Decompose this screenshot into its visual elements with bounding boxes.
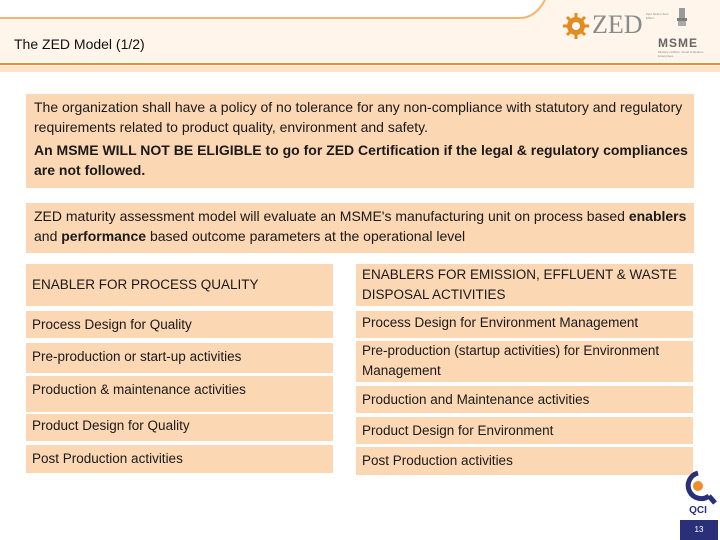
list-item-label: Process Design for Quality <box>32 317 192 332</box>
header-bar <box>0 0 720 75</box>
national-emblem-icon <box>676 6 688 28</box>
list-item-label: Product Design for Quality <box>32 418 190 433</box>
list-item-label: Product Design for Environment <box>362 423 554 438</box>
list-item-label: Post Production activities <box>362 453 513 468</box>
logo-group <box>556 4 716 62</box>
maturity-text-c: based outcome parameters at the operational level <box>146 228 466 244</box>
msme-subtitle: Ministry of Micro, Small & Medium Enterprises <box>658 50 704 58</box>
maturity-bold-performance: performance <box>61 228 147 244</box>
maturity-bold-enablers: enablers <box>628 208 687 224</box>
eligibility-warning: An MSME WILL NOT BE ELIGIBLE to go for ZED Certification if the legal & regulatory compliances are not followed. <box>34 142 688 178</box>
right-column-header-label: ENABLERS FOR EMISSION, EFFLUENT & WASTE DISPOSAL ACTIVITIES <box>362 267 678 302</box>
list-item <box>356 417 693 444</box>
list-item <box>26 376 333 412</box>
list-item <box>356 341 693 382</box>
policy-box <box>26 94 694 188</box>
left-column-header <box>26 264 333 306</box>
list-item-label: Post Production activities <box>32 451 183 466</box>
list-item <box>356 447 693 475</box>
msme-logo: MSME <box>658 36 698 50</box>
list-item-label: Production & maintenance activities <box>32 382 246 397</box>
gear-icon <box>562 12 590 40</box>
right-column-header <box>356 264 693 306</box>
list-item <box>26 311 333 338</box>
list-item-label: Production and Maintenance activities <box>362 392 590 407</box>
zed-logo: ZED <box>592 10 643 39</box>
list-item <box>356 386 693 413</box>
zed-tagline: Zero Defect Zero Effect <box>646 12 669 20</box>
list-item <box>26 414 333 441</box>
list-item-label: Pre-production or start-up activities <box>32 349 242 364</box>
list-item-label: Pre-production (startup activities) for Environment Management <box>362 343 660 378</box>
maturity-text-b: and <box>34 228 62 244</box>
list-item <box>26 445 333 473</box>
page-number: 13 <box>680 520 718 540</box>
left-column-header-label: ENABLER FOR PROCESS QUALITY <box>32 277 259 292</box>
maturity-box <box>26 203 694 253</box>
list-item-label: Process Design for Environment Management <box>362 315 639 330</box>
qci-wordmark: QCI <box>689 505 707 516</box>
policy-text: The organization shall have a policy of no tolerance for any non-compliance with statutory and regulatory requirements related to product quality, environment and safety. <box>34 99 683 135</box>
slide-title: The ZED Model (1/2) <box>14 36 145 52</box>
qci-logo-icon <box>679 470 717 506</box>
maturity-text-a: ZED maturity assessment model will evaluate an MSME's manufacturing unit on process based <box>34 208 629 224</box>
list-item <box>356 311 693 338</box>
list-item <box>26 343 333 373</box>
qci-logo <box>679 470 717 518</box>
